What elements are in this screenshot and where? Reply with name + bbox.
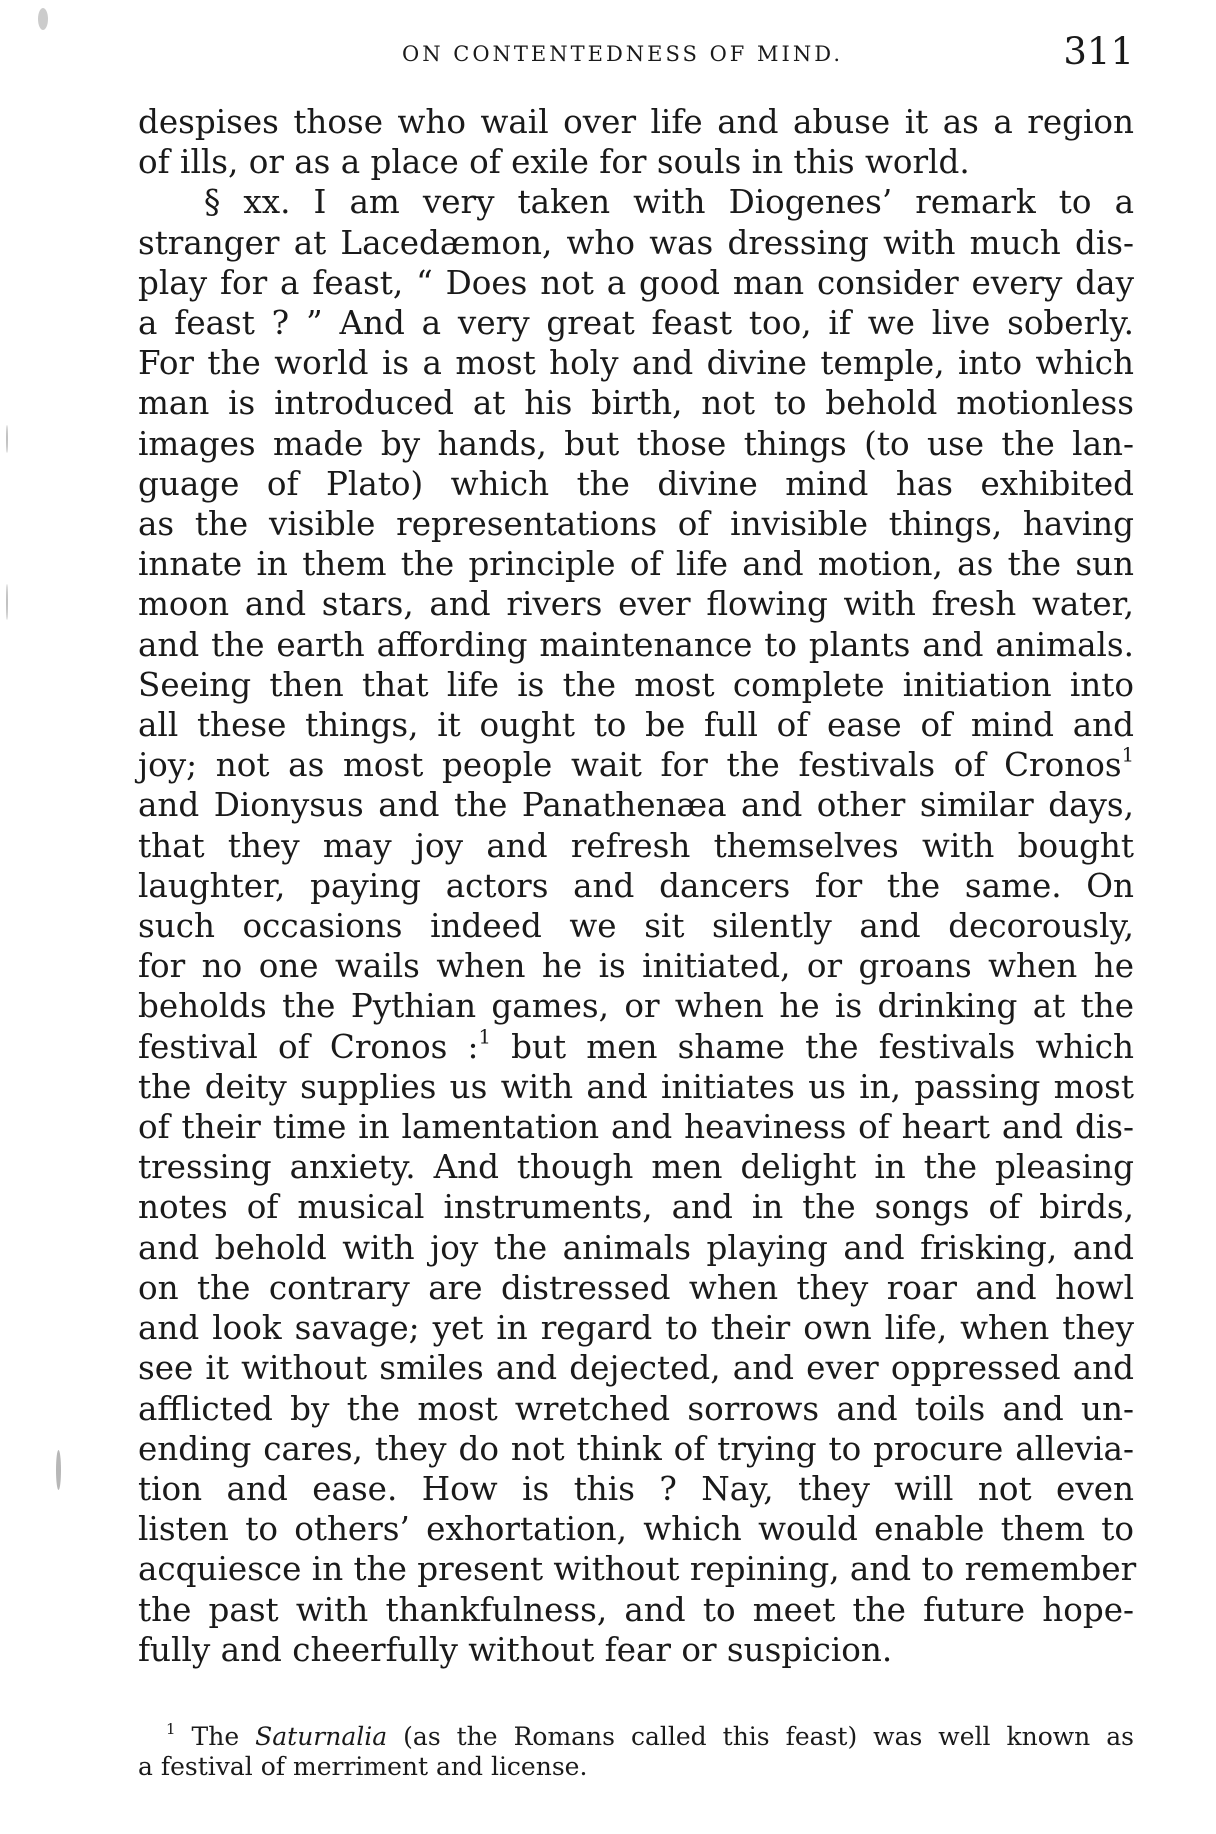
text-line: ending cares, they do not think of trying to procure allevia- xyxy=(138,1429,1134,1468)
text-line: Seeing then that life is the most complete initiation into xyxy=(138,665,1134,704)
text-segment: joy; not as most people wait for the festivals of Cronos xyxy=(138,746,1122,785)
page-number: 311 xyxy=(1063,30,1134,73)
footnote-line xyxy=(138,1719,1135,1752)
text-line: tion and ease. How is this ? Nay, they will not even xyxy=(138,1469,1134,1508)
footnote xyxy=(138,1719,1135,1782)
text-line: innate in them the principle of life and motion, as the sun xyxy=(138,545,1134,584)
page-header xyxy=(138,30,1134,80)
text-line: stranger at Lacedæmon, who was dressing with much dis- xyxy=(138,223,1134,262)
text-segment: festival of Cronos : xyxy=(138,1027,479,1066)
text-line: as the visible representations of invisible things, having xyxy=(138,505,1134,544)
text-line: of ills, or as a place of exile for souls in this world. xyxy=(138,143,970,182)
text-line: For the world is a most holy and divine temple, into which xyxy=(138,344,1134,383)
scan-speck xyxy=(6,584,8,620)
text-line: fully and cheerfully without fear or suspicion. xyxy=(138,1630,893,1669)
text-line: the past with thankfulness, and to meet the future hope- xyxy=(138,1590,1134,1629)
text-line: beholds the Pythian games, or when he is drinking at the xyxy=(138,987,1134,1026)
scan-speck xyxy=(6,425,8,453)
text-line: notes of musical instruments, and in the songs of birds, xyxy=(138,1188,1134,1227)
text-line: and Dionysus and the Panathenæa and other similar days, xyxy=(138,786,1134,825)
text-line: listen to others’ exhortation, which would enable them to xyxy=(138,1510,1134,1549)
footnote-ref-2: 1 xyxy=(478,1025,491,1049)
scan-speck xyxy=(38,8,48,30)
text-line: for no one wails when he is initiated, or groans when he xyxy=(138,947,1134,986)
running-head: ON CONTENTEDNESS OF MIND. xyxy=(402,42,843,66)
text-line-with-footnote xyxy=(138,1027,1134,1067)
text-line: laughter, paying actors and dancers for the same. On xyxy=(138,866,1134,905)
text-line: and look savage; yet in regard to their own life, when they xyxy=(138,1309,1134,1348)
text-line: and the earth affording maintenance to plants and animals. xyxy=(138,625,1134,664)
text-line: and behold with joy the animals playing and frisking, and xyxy=(138,1228,1134,1267)
text-line: all these things, it ought to be full of ease of mind and xyxy=(138,706,1134,745)
text-line: guage of Plato) which the divine mind has exhibited xyxy=(138,464,1134,503)
text-segment: but men shame the festivals which xyxy=(511,1027,1134,1066)
footnote-marker: 1 xyxy=(166,1719,176,1738)
footnote-text: The xyxy=(191,1722,240,1751)
text-line: afflicted by the most wretched sorrows and toils and un- xyxy=(138,1389,1134,1428)
text-line: see it without smiles and dejected, and ever oppressed and xyxy=(138,1349,1134,1388)
text-line-with-footnote xyxy=(138,745,1134,785)
text-line: acquiesce in the present without repining, and to remember xyxy=(138,1550,1137,1589)
text-line: the deity supplies us with and initiates us in, passing most xyxy=(138,1067,1134,1106)
text-line: play for a feast, “ Does not a good man consider every day xyxy=(138,263,1134,302)
footnote-line: a festival of merriment and license. xyxy=(138,1752,588,1781)
footnote-italic: Saturnalia xyxy=(255,1722,388,1751)
text-line: tressing anxiety. And though men delight in the pleasing xyxy=(138,1148,1134,1187)
text-line: man is introduced at his birth, not to behold motionless xyxy=(138,384,1134,423)
text-line: that they may joy and refresh themselves with bought xyxy=(138,826,1134,865)
footnote-text: (as the Romans called this feast) was well known as xyxy=(403,1722,1135,1751)
text-line: moon and stars, and rivers ever flowing with fresh water, xyxy=(138,585,1134,624)
text-line: images made by hands, but those things (to use the lan- xyxy=(138,424,1134,463)
text-line: despises those who wail over life and abuse it as a region xyxy=(138,103,1134,141)
text-line: a feast ? ” And a very great feast too, if we live soberly. xyxy=(138,304,1134,343)
text-line: § xx. I am very taken with Diogenes’ remark to a xyxy=(204,183,1134,222)
text-line: of their time in lamentation and heaviness of heart and dis- xyxy=(138,1108,1134,1147)
footnote-ref: 1 xyxy=(1121,743,1134,767)
body-text xyxy=(138,102,1137,1670)
scan-speck xyxy=(56,1450,61,1490)
text-line: on the contrary are distressed when they roar and howl xyxy=(138,1268,1134,1307)
text-line: such occasions indeed we sit silently and decorously, xyxy=(138,907,1134,946)
